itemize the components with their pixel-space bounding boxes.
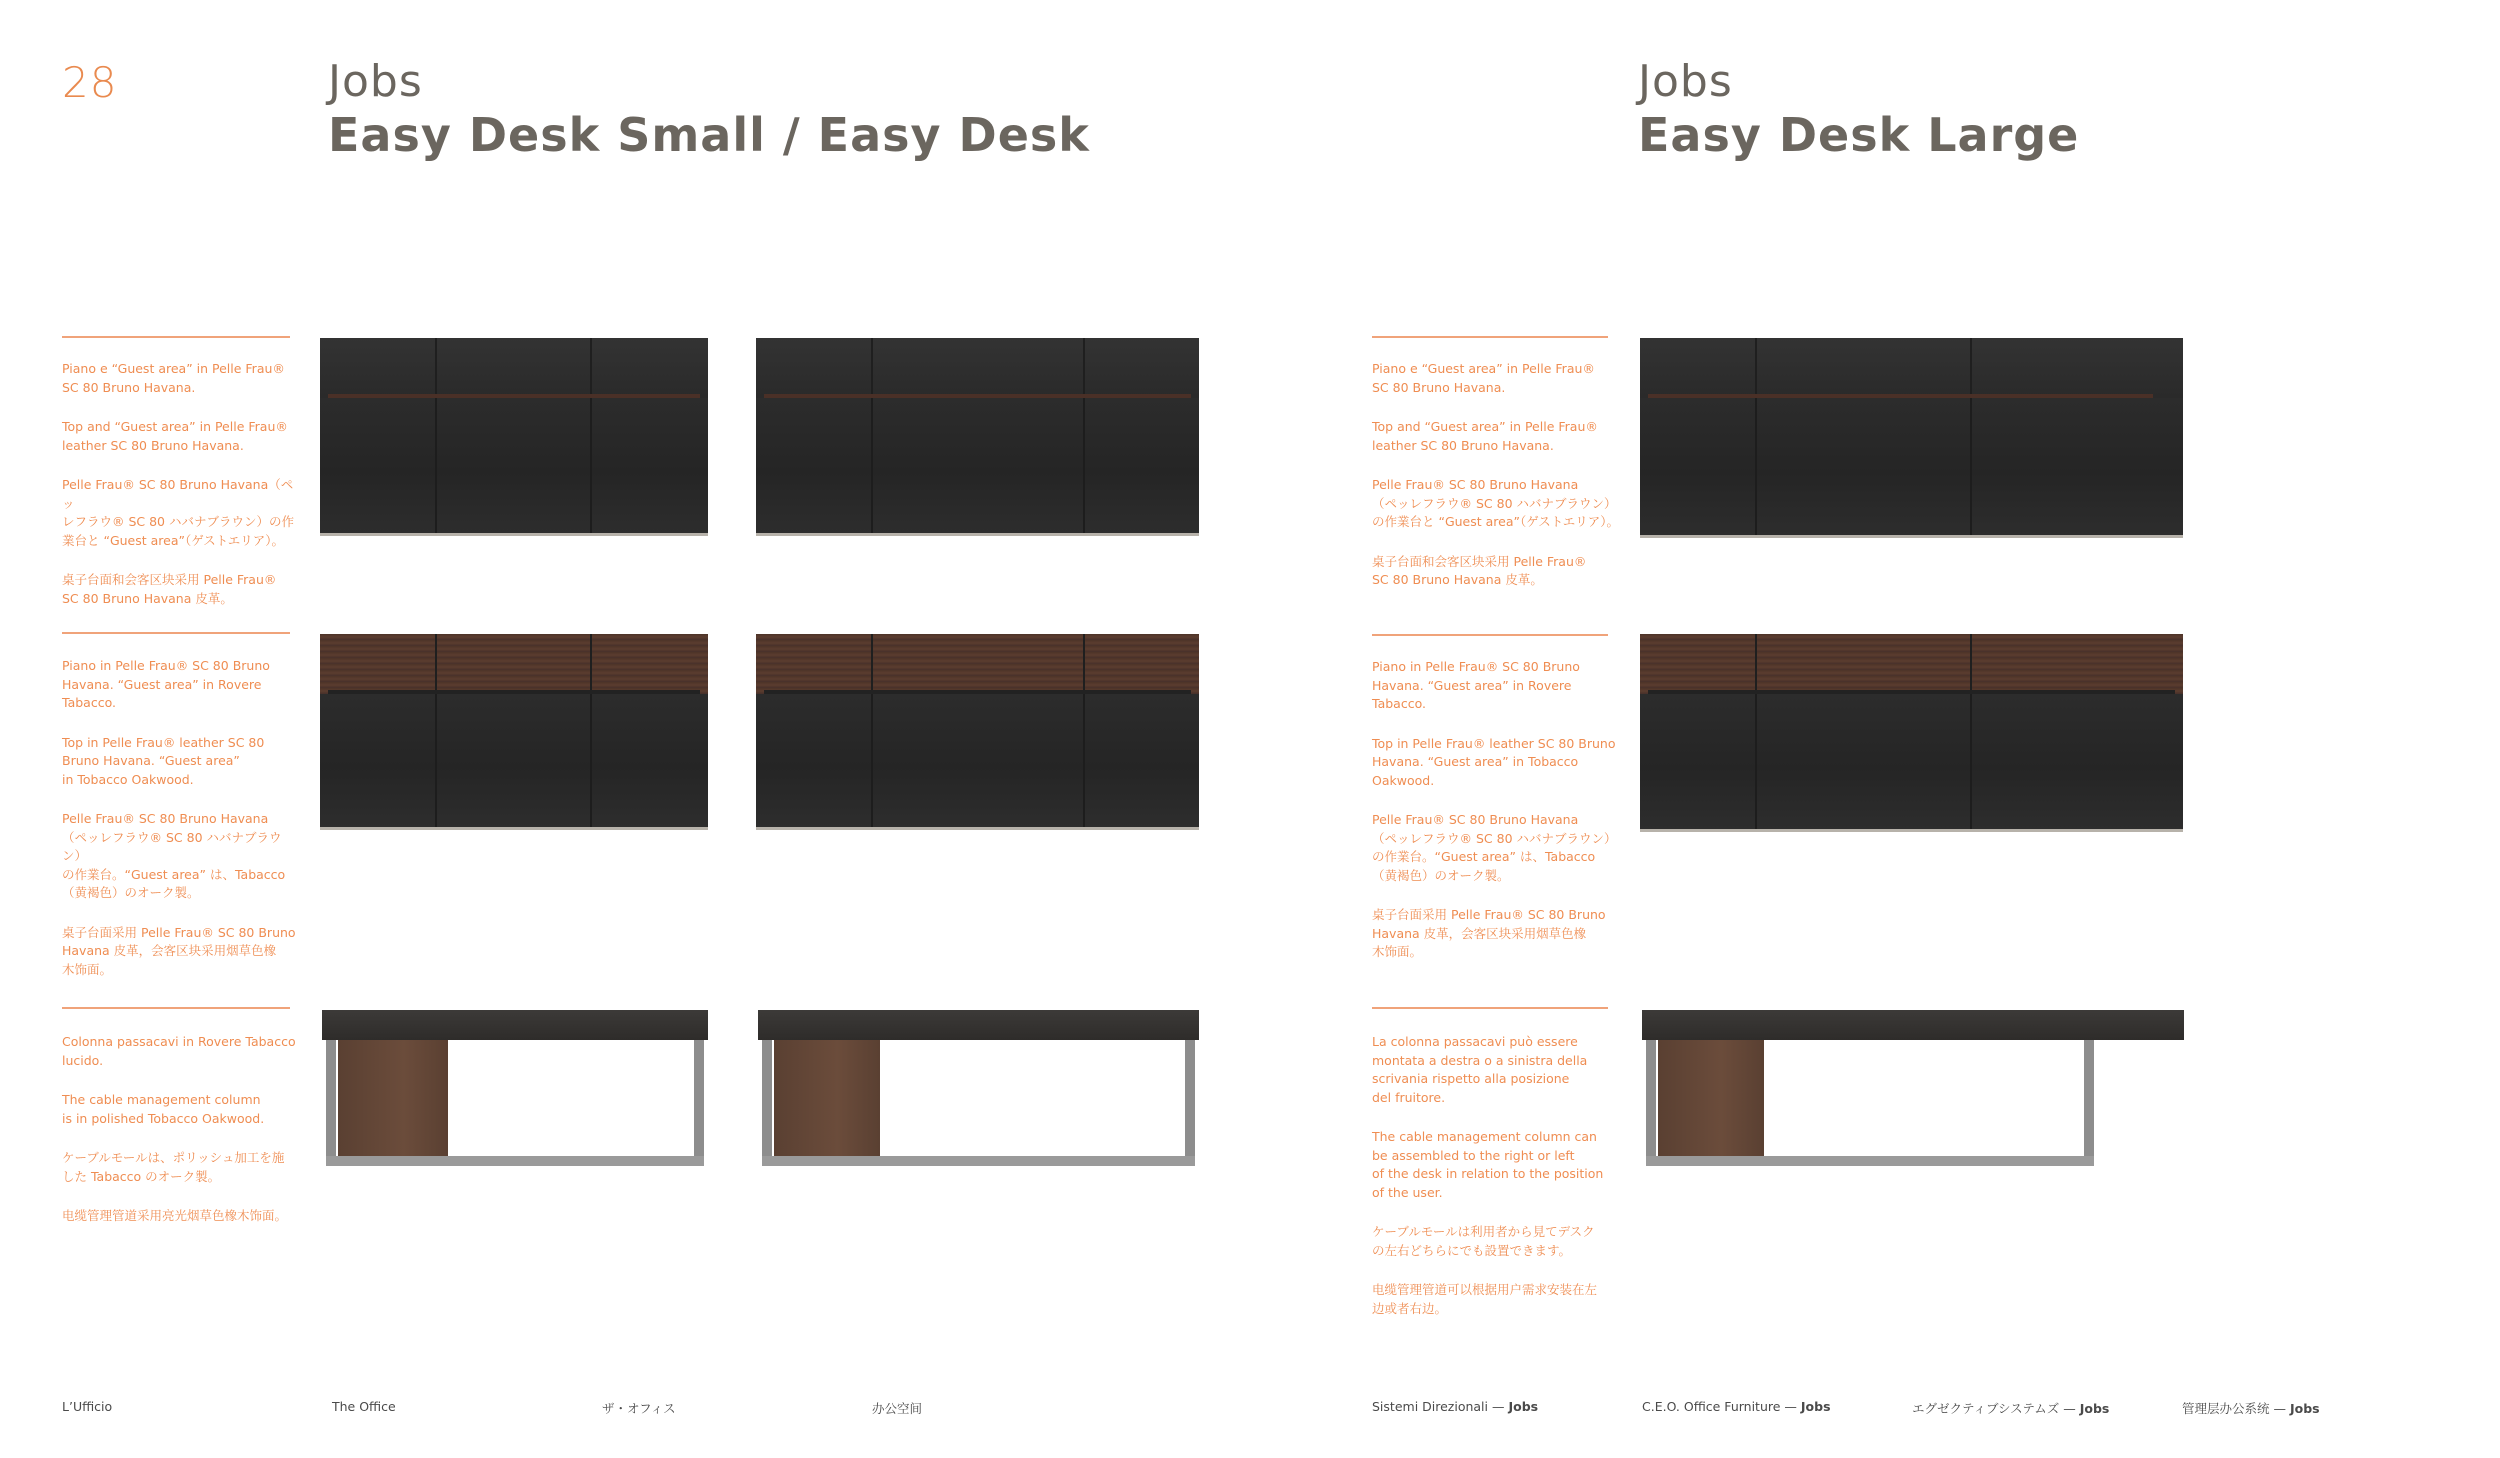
divider-rule (62, 336, 290, 338)
divider-rule (1372, 1007, 1608, 1009)
right-series-title: Jobs (1638, 56, 1733, 107)
desc-japanese: Pelle Frau® SC 80 Bruno Havana （ペッレフラウ® SC 80 ハバナブラウン） の作業台。“Guest area” は、Tabacco （黄褐色）のオーク製。 (62, 811, 286, 900)
footer-left-japanese: ザ・オフィス (602, 1401, 676, 1416)
left-description-1 (62, 360, 302, 629)
footer-right-japanese: エグゼクティブシステムズ — Jobs (1912, 1401, 2110, 1416)
desc-japanese: Pelle Frau® SC 80 Bruno Havana （ペッレフラウ® SC 80 ハバナブラウン） の作業台。“Guest area” は、Tabacco （黄褐色）のオーク製。 (1372, 812, 1617, 883)
footer-left-italian: L’Ufficio (62, 1399, 113, 1414)
desc-english: Top and “Guest area” in Pelle Frau® leather SC 80 Bruno Havana. (1372, 419, 1598, 453)
left-description-3 (62, 1033, 302, 1247)
divider-rule (1372, 634, 1608, 636)
desc-italian: Piano in Pelle Frau® SC 80 Bruno Havana. “Guest area” in Rovere Tabacco. (1372, 659, 1580, 711)
right-product-title: Easy Desk Large (1638, 108, 2080, 162)
desk-image-small-cable-column (322, 1010, 708, 1166)
divider-rule (62, 632, 290, 634)
desc-japanese: ケーブルモールは利用者から見てデスク の左右どちらにでも設置できます。 (1372, 1224, 1595, 1258)
left-product-title: Easy Desk Small / Easy Desk (328, 108, 1090, 162)
page-number: 28 (62, 58, 118, 107)
right-description-2 (1372, 658, 1622, 983)
footer-right-italian: Sistemi Direzionali — Jobs (1372, 1399, 1539, 1414)
right-description-1 (1372, 360, 1622, 611)
desk-image-large-cable-column (1642, 1010, 2184, 1166)
desc-english: The cable management column is in polished Tobacco Oakwood. (62, 1092, 265, 1126)
desc-english: Top and “Guest area” in Pelle Frau® leather SC 80 Bruno Havana. (62, 419, 288, 453)
desc-italian: Colonna passacavi in Rovere Tabacco lucido. (62, 1034, 296, 1068)
desk-image-medium-wood (756, 634, 1199, 830)
divider-rule (62, 1007, 290, 1009)
divider-rule (1372, 336, 1608, 338)
desc-italian: La colonna passacavi può essere montata a destra o a sinistra della scrivania rispetto alla posizione del fruitore. (1372, 1034, 1588, 1105)
left-description-2 (62, 657, 302, 1000)
footer-right-chinese: 管理层办公系统 — Jobs (2182, 1401, 2320, 1416)
desc-japanese: ケーブルモールは、ポリッシュ加工を施 した Tabacco のオーク製。 (62, 1150, 285, 1184)
desk-image-large-leather (1640, 338, 2183, 538)
desc-chinese: 桌子台面和会客区块采用 Pelle Frau® SC 80 Bruno Havana 皮革。 (62, 572, 277, 606)
footer-left-english: The Office (332, 1399, 396, 1414)
desc-chinese: 电缆管理管道采用亮光烟草色橡木饰面。 (62, 1208, 288, 1223)
desk-image-small-wood (320, 634, 708, 830)
desc-italian: Piano e “Guest area” in Pelle Frau® SC 80 Bruno Havana. (62, 361, 285, 395)
desc-chinese: 桌子台面和会客区块采用 Pelle Frau® SC 80 Bruno Havana 皮革。 (1372, 553, 1587, 587)
desc-english: Top in Pelle Frau® leather SC 80 Bruno Havana. “Guest area” in Tobacco Oakwood. (62, 734, 265, 787)
right-description-3 (1372, 1033, 1622, 1339)
desc-italian: Piano e “Guest area” in Pelle Frau® SC 80 Bruno Havana. (1372, 361, 1595, 395)
desk-image-medium-leather (756, 338, 1199, 536)
desc-japanese: Pelle Frau® SC 80 Bruno Havana （ペッレフラウ® SC 80 ハバナブラウン） の作業台と “Guest area”（ゲストエリア）。 (1372, 477, 1619, 529)
desc-chinese: 电缆管理管道可以根据用户需求安装在左 边或者右边。 (1372, 1282, 1598, 1316)
desc-english: Top in Pelle Frau® leather SC 80 Bruno Havana. “Guest area” in Tobacco Oakwood. (1372, 735, 1616, 788)
desk-image-large-wood (1640, 634, 2183, 832)
left-series-title: Jobs (328, 56, 423, 107)
footer-right-english: C.E.O. Office Furniture — Jobs (1642, 1399, 1831, 1414)
desc-italian: Piano in Pelle Frau® SC 80 Bruno Havana. “Guest area” in Rovere Tabacco. (62, 658, 270, 710)
footer-left-chinese: 办公空间 (872, 1401, 923, 1416)
desc-english: The cable management column can be assembled to the right or left of the desk in relation to the position of the user. (1372, 1129, 1604, 1200)
desc-chinese: 桌子台面采用 Pelle Frau® SC 80 Bruno Havana 皮革，会客区块采用烟草色橡 木饰面。 (62, 924, 296, 977)
desc-japanese: Pelle Frau® SC 80 Bruno Havana（ペッ レフラウ® SC 80 ハバナブラウン）の作 業台と “Guest area”（ゲストエリア）。 (62, 477, 294, 548)
desk-image-small-leather (320, 338, 708, 536)
desk-image-medium-cable-column (758, 1010, 1199, 1166)
desc-chinese: 桌子台面采用 Pelle Frau® SC 80 Bruno Havana 皮革，会客区块采用烟草色橡 木饰面。 (1372, 907, 1606, 959)
